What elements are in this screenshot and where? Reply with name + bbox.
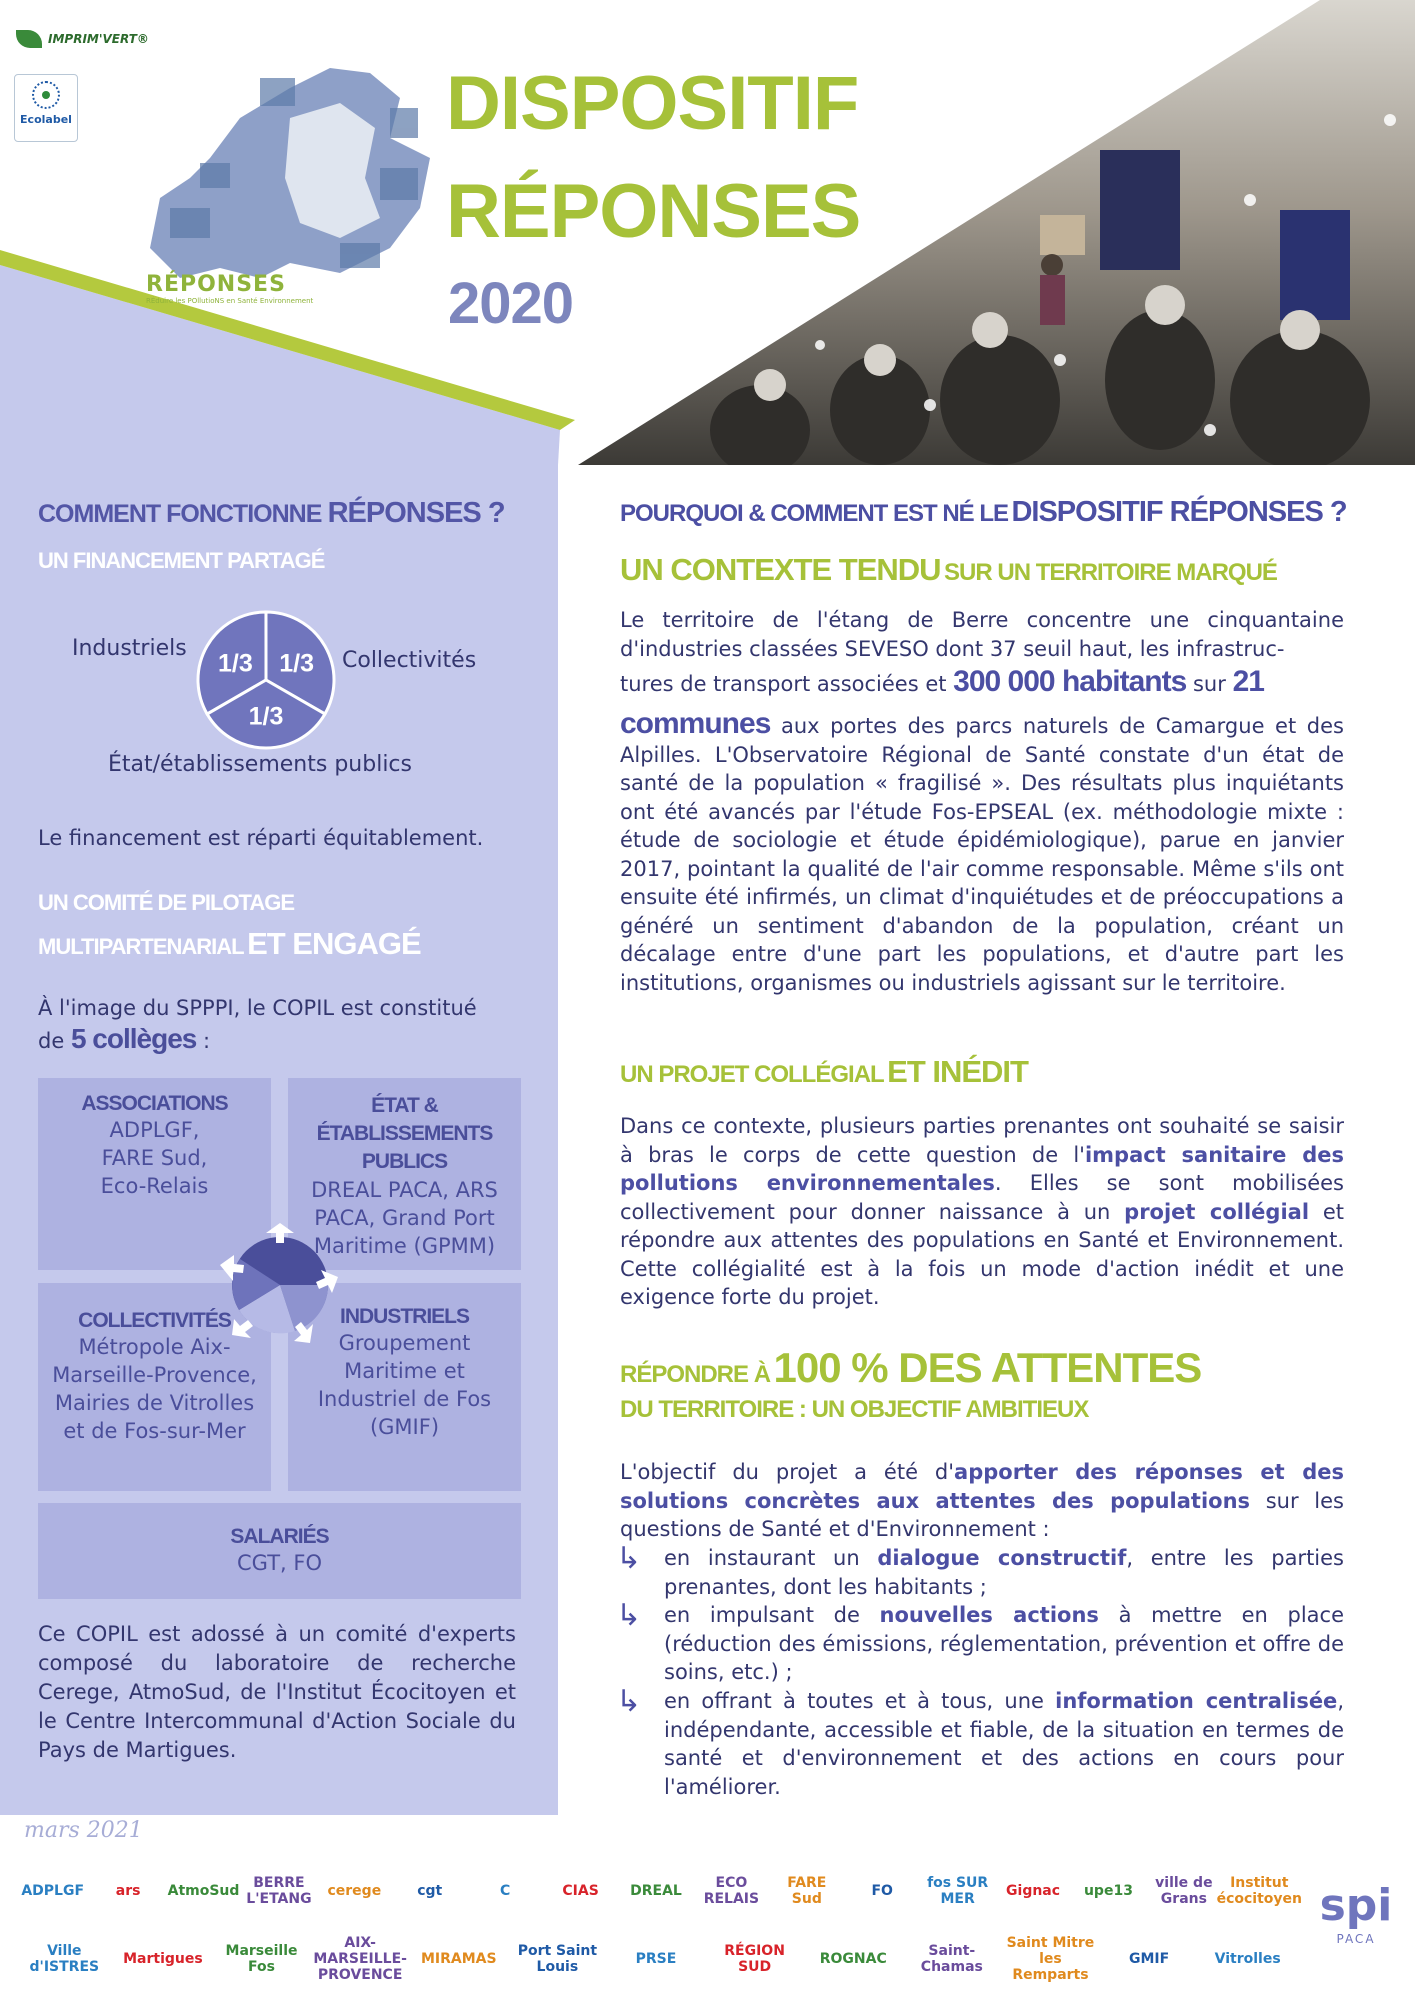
heading-copil-line1: UN COMITÉ DE PILOTAGE [38,890,295,915]
partner-logo: GMIF [1128,1951,1170,1967]
reponses-logo-text: RÉPONSES [146,272,286,297]
heading-project-strong: ET INÉDIT [887,1054,1028,1089]
partner-logo: ROGNAC [819,1951,887,1967]
partner-logo: AIX-MARSEILLE-PROVENCE [313,1935,407,1983]
imprimvert-logo [16,30,149,48]
heading-how-strong: RÉPONSES ? [327,497,505,529]
ecolabel-logo [14,74,78,142]
heading-why-strong: DISPOSITIF RÉPONSES ? [1011,496,1347,528]
college-body: ADPLGF, FARE Sud, Eco-Relais [100,1118,209,1198]
partner-logo: CIAS [562,1883,599,1899]
bullet-text: , indépendante, accessible et fiable, de la situation en termes de santé et d'environnement et des actions en cours pour l'améliorer. [664,1689,1344,1799]
partner-logo: RÉGION SUD [724,1943,785,1975]
heading-context-text: SUR UN TERRITOIRE MARQUÉ [944,559,1277,586]
pie-slice-label: 1/3 [248,702,284,731]
copil-text-line2 [38,1024,210,1056]
pie-slice-label: 1/3 [217,649,253,678]
partner-logo: Saint-Chamas [920,1943,983,1975]
ecolabel-text: Ecolabel [20,113,72,126]
heading-copil-strong: ET ENGAGÉ [247,926,421,961]
partner-logo: DREAL [630,1883,682,1899]
partner-logo: MIRAMAS [420,1951,497,1967]
partner-logo: cgt [417,1883,443,1899]
sppi-logo-text: spi [1319,1880,1393,1931]
pie-label-etat: État/établissements publics [108,752,412,777]
heading-goal [620,1344,1201,1392]
goal-bullet-1 [664,1544,1344,1601]
pie-svg [196,610,336,750]
heading-copil-line2 [38,926,421,962]
heading-goal-big: 100 % DES ATTENTES [773,1344,1202,1391]
partner-logo: FO [871,1883,893,1899]
partner-logo: Martigues [123,1951,203,1967]
context-text-main: aux portes des parcs naturels de Camargue et des Alpilles. L'Observatoire Régional de Santé constate d'un état de santé de la population « fragilisé ». Des résultats plus inquiétants ont été avancés par l'étude Fos-EPSEAL (ex. méthodologie mixte : étude de sociologie et étude épidémiologique), parue en janvier 2017, pointant la qualité de l'air comme responsable. Même s'ils ont ensuite été infirmés, un climat d'inquiétudes et de préoccupations a généré un sentiment d'abandon de la population, créant un décalage entre d'une part les populations, et d'autre part les institutions, organismes ou industriels agissant sur le territoire. [620,714,1344,995]
pie-label-industriels: Industriels [72,636,187,661]
project-text: et répondre aux attentes des populations en Santé et Environnement. Cette collégialité est à la fois un mode d'action inédit et une exigence forte du projet. [620,1199,1344,1309]
project-strong-collegial: projet collégial [1124,1199,1310,1224]
project-text: . Elles se sont mobilisées collectivement pour donner naissance à un [620,1171,1344,1224]
goal-text: L'objectif du projet a été d' [620,1460,955,1484]
pie-slice-label: 1/3 [279,649,314,678]
experts-text: Ce COPIL est adossé à un comité d'experts composé du laboratoire de recherche Cerege, AtmoSud, de l'Institut Écocitoyen et le Centre Intercommunal d'Action Sociale du Pays de Martigues. [38,1622,516,1762]
title-line-2: RÉPONSES [446,169,861,254]
college-title: INDUSTRIELS [339,1305,469,1328]
project-text: Dans ce contexte, plusieurs parties prenantes ont souhaité se saisir à bras le corps de cette question de l' [620,1114,1344,1167]
bullet-text: , entre les parties prenantes, dont les habitants ; [664,1546,1344,1599]
partner-logo: PRSE [635,1951,677,1967]
pie-label-collectivites: Collectivités [342,648,477,673]
context-21: 21 [1232,665,1264,698]
college-salaries [38,1503,521,1599]
bullet-strong: dialogue constructif [877,1546,1127,1570]
arrow-icon: ↳ [616,1541,642,1576]
goal-bullet-3 [664,1687,1344,1801]
heading-how-it-works [38,496,505,531]
partner-logo: Ville d'ISTRES [29,1943,100,1975]
partner-logo: Port Saint Louis [517,1943,598,1975]
partner-logo: upe13 [1083,1883,1133,1899]
partner-logo: Vitrolles [1214,1951,1281,1967]
heading-context-strong: UN CONTEXTE TENDU [620,552,941,587]
sppi-logo-sub: PACA [1336,1932,1376,1946]
bullet-strong: nouvelles actions [879,1603,1099,1627]
goal-text: sur les questions de Santé et d'Environnement : [620,1488,1344,1541]
partner-logo: ECO RELAIS [703,1875,760,1907]
bullet-strong: information centralisée [1055,1689,1338,1713]
heading-project-text: UN PROJET COLLÉGIAL [620,1061,884,1088]
context-text: tures de transport associées et [620,672,947,696]
bullet-text: en instaurant un [664,1546,860,1570]
context-paragraph-3 [620,707,1344,997]
project-paragraph [620,1112,1344,1312]
partner-logo: Marseille Fos [225,1943,298,1975]
college-title: SALARIÉS [230,1525,329,1548]
partner-logo: AtmoSud [167,1883,240,1899]
project-strong-impact: impact sanitaire des pollutions environnementales [620,1142,1344,1195]
colleges-cycle-icon [210,1215,350,1355]
partner-logo: Gignac [1006,1883,1061,1899]
college-body: Métropole Aix- Marseille-Provence, Mairies de Vitrolles et de Fos-sur-Mer [52,1335,257,1443]
partner-logo: Saint Mitre les Remparts [1006,1935,1095,1983]
partner-logo: ADPLGF [21,1883,85,1899]
context-paragraph-1: Le territoire de l'étang de Berre concentre une cinquantaine d'industries classées SEVESO dont 37 seuil haut, les infrastruc- [620,608,1344,661]
partner-logo: C [500,1883,511,1899]
bullet-text: en impulsant de [664,1603,860,1627]
heading-goal-sub: DU TERRITOIRE : UN OBJECTIF AMBITIEUX [620,1396,1089,1423]
college-title: COLLECTIVITÉS [78,1309,231,1332]
goal-strong: apporter des réponses et des solutions concrètes aux attentes des populations [620,1460,1344,1513]
partner-logo: BERRE L'ETANG [246,1875,312,1907]
title-year: 2020 [448,271,574,336]
bullet-text: en offrant à toutes et à tous, une [664,1689,1044,1713]
copil-five-colleges: 5 collèges [70,1023,197,1054]
college-body: DREAL PACA, ARS PACA, Grand Port Maritime (GPMM) [311,1178,498,1258]
header [0,0,1415,465]
copil-text: À l'image du SPPPI, le COPIL est constitué [38,996,477,1020]
context-text-sur: sur [1192,672,1226,696]
copil-text-colon: : [203,1029,211,1053]
ecolabel-flower-icon [32,81,60,109]
heading-how-text: COMMENT FONCTIONNE [38,500,322,528]
sppi-logo [1310,1880,1402,1980]
heading-why [620,496,1347,529]
context-line-2 [620,665,1344,699]
territory-map-logo [140,48,440,308]
college-title: ASSOCIATIONS [81,1092,228,1115]
goal-bullet-2 [664,1601,1344,1687]
heading-project [620,1054,1028,1090]
leaf-icon [16,30,42,48]
arrow-icon: ↳ [616,1598,642,1633]
goal-paragraph [620,1458,1344,1544]
partner-logo: fos SUR MER [927,1875,989,1907]
heading-financing: UN FINANCEMENT PARTAGÉ [38,548,325,573]
context-communes: communes [620,707,771,740]
heading-why-text: POURQUOI & COMMENT EST NÉ LE [620,500,1009,527]
financing-pie-chart [196,610,336,750]
college-body: CGT, FO [237,1551,322,1575]
partner-logo: FARE Sud [787,1875,827,1907]
partner-logo: Institut écocitoyen [1216,1875,1302,1907]
arrow-icon: ↳ [616,1684,642,1719]
heading-context [620,552,1277,588]
partner-logo: cerege [327,1883,382,1899]
title-line-1: DISPOSITIF [446,61,859,146]
reponses-logo-tagline: RÉduire les POllutioNS en Santé Environnement [146,297,314,305]
partner-logo: ville de Grans [1155,1875,1213,1907]
financing-text: Le financement est réparti équitablement. [38,826,484,850]
context-habitants: 300 000 habitants [953,665,1187,698]
college-body: Groupement Maritime et Industriel de Fos (GMIF) [317,1331,492,1439]
bullet-text: à mettre en place (réduction des émissions, réglementation, prévention et offre de soins, etc.) ; [664,1603,1344,1684]
copil-text-de: de [38,1029,65,1053]
partner-logo: ars [115,1883,141,1899]
heading-copil-text: MULTIPARTENARIAL [38,934,244,959]
heading-goal-text: RÉPONDRE À [620,1361,771,1388]
publication-date: mars 2021 [24,1818,143,1843]
imprimvert-text: IMPRIM'VERT® [48,32,149,46]
college-title: ÉTAT & ÉTABLISSEMENTS PUBLICS [316,1094,493,1173]
